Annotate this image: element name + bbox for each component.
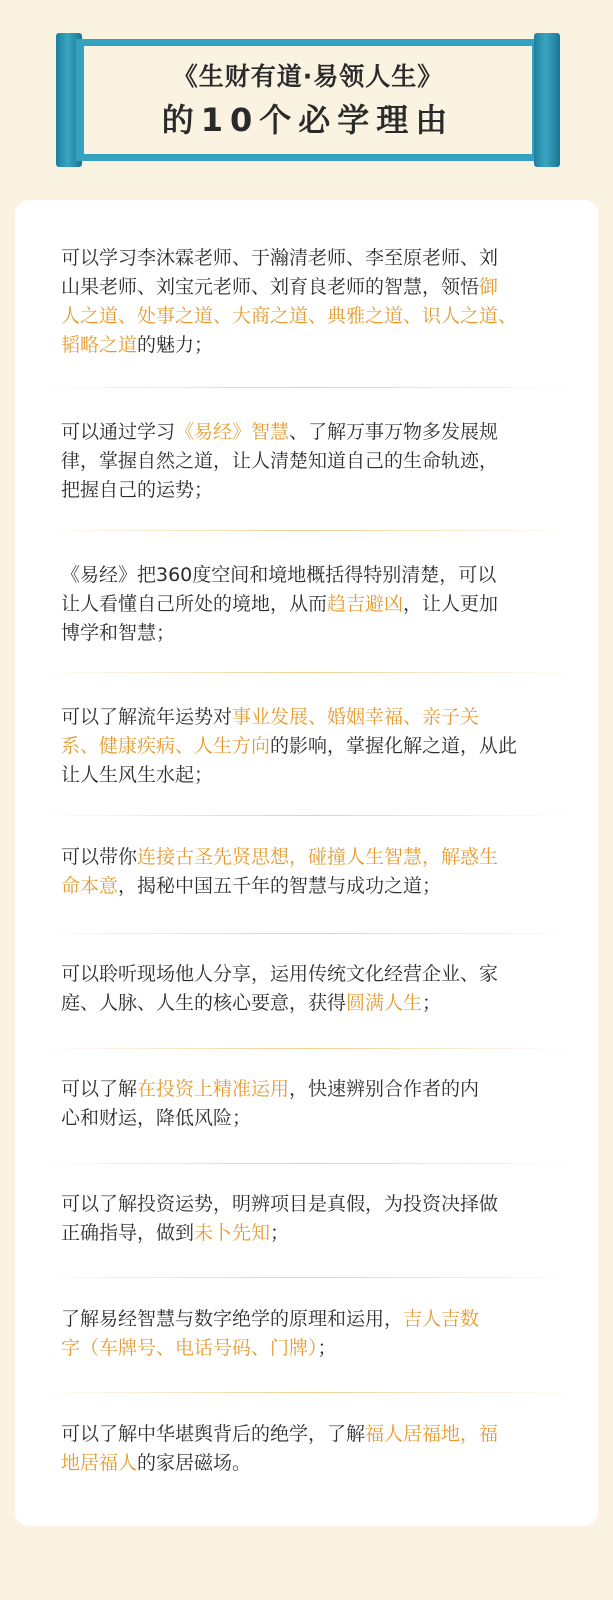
body-text: ； (270, 1222, 290, 1244)
body-text: 的家居磁场。 (137, 1452, 252, 1474)
reason-line (61, 989, 555, 1018)
reason-line (61, 331, 555, 360)
body-text: 可以学习李沐霖老师、于瀚清老师、李至原老师、刘 (61, 247, 499, 269)
reason-item-8 (61, 1190, 555, 1248)
item-divider (35, 1392, 578, 1393)
body-text: 《易经》把360度空间和境地概括得特别清楚，可以 (61, 564, 497, 586)
highlight-text: 人之道、处事之道、大商之道、典雅之道、识人之道、 (61, 305, 518, 327)
reason-item-7 (61, 1075, 555, 1133)
item-divider (35, 1163, 578, 1164)
reason-item-5 (61, 843, 555, 901)
reason-line (61, 1449, 555, 1478)
body-text: 可以了解中华堪舆背后的绝学，了解 (61, 1423, 366, 1445)
reason-item-9 (61, 1305, 555, 1363)
body-text: ，让人更加 (403, 593, 499, 615)
reason-line (61, 302, 555, 331)
reason-item-1 (61, 244, 555, 360)
item-divider (35, 530, 578, 531)
scroll-roll-right (534, 33, 560, 167)
reason-line (61, 1334, 555, 1363)
highlight-text: 趋吉避凶 (327, 593, 404, 615)
reason-line (61, 418, 555, 447)
highlight-text: 系、健康疾病、人生方向 (61, 735, 271, 757)
body-text: 山果老师、刘宝元老师、刘育良老师的智慧，领悟 (61, 276, 480, 298)
reason-line (61, 244, 555, 273)
body-text: 的魅力； (137, 334, 214, 356)
highlight-text: 字（车牌号、电话号码、门牌） (61, 1337, 318, 1359)
reason-line (61, 732, 555, 761)
reason-line (61, 1219, 555, 1248)
body-text: 让人生风生水起； (61, 764, 214, 786)
reason-item-10 (61, 1420, 555, 1478)
reason-item-2 (61, 418, 555, 505)
body-text: ； (422, 992, 442, 1014)
body-text: ； (317, 1337, 337, 1359)
body-text: 了解易经智慧与数字绝学的原理和运用， (61, 1308, 404, 1330)
reason-line (61, 761, 555, 790)
reason-item-6 (61, 960, 555, 1018)
body-text: 博学和智慧； (61, 622, 176, 644)
body-text: 让人看懂自己所处的境地，从而 (61, 593, 328, 615)
highlight-text: 命本意 (61, 875, 119, 897)
body-text: 、了解万事万物多发展规 (289, 421, 499, 443)
body-text: 可以通过学习 (61, 421, 176, 443)
reason-line (61, 1190, 555, 1219)
highlight-text: 韬略之道 (61, 334, 138, 356)
reason-line (61, 703, 555, 732)
reasons-card (15, 200, 598, 1526)
reason-line (61, 1305, 555, 1334)
body-text: 可以带你 (61, 846, 138, 868)
highlight-text: 圆满人生 (346, 992, 423, 1014)
reason-line (61, 273, 555, 302)
item-divider (35, 1277, 578, 1278)
body-text: 可以了解 (61, 1078, 138, 1100)
reason-line (61, 619, 555, 648)
reason-line (61, 872, 555, 901)
highlight-text: 地居福人 (61, 1452, 138, 1474)
reason-line (61, 1104, 555, 1133)
banner-inner (84, 46, 532, 154)
reason-line (61, 447, 555, 476)
body-text: 的影响，掌握化解之道，从此 (270, 735, 518, 757)
highlight-text: 连接古圣先贤思想，碰撞人生智慧，解惑生 (137, 846, 499, 868)
highlight-text: 未卜先知 (194, 1222, 271, 1244)
body-text: ，快速辨别合作者的内 (289, 1078, 480, 1100)
reason-line (61, 476, 555, 505)
body-text: 可以了解投资运势，明辨项目是真假，为投资决择做 (61, 1193, 499, 1215)
body-text: 律，掌握自然之道，让人清楚知道自己的生命轨迹， (61, 450, 499, 472)
highlight-text: 御 (479, 276, 499, 298)
item-divider (35, 387, 578, 388)
reason-line (61, 960, 555, 989)
item-divider (35, 672, 578, 673)
title-banner (56, 33, 560, 167)
highlight-text: 《易经》智慧 (175, 421, 290, 443)
reason-line (61, 561, 555, 590)
body-text: 庭、人脉、人生的核心要意，获得 (61, 992, 347, 1014)
item-divider (35, 1048, 578, 1049)
highlight-text: 福人居福地，福 (365, 1423, 499, 1445)
body-text: 可以了解流年运势对 (61, 706, 233, 728)
reason-item-4 (61, 703, 555, 790)
banner-title-line2: 的10个必学理由 (161, 101, 455, 139)
item-divider (35, 815, 578, 816)
banner-frame (76, 39, 540, 161)
banner-title-line1: 《生财有道·易领人生》 (172, 62, 444, 91)
highlight-text: 吉人吉数 (403, 1308, 480, 1330)
reason-line (61, 1420, 555, 1449)
body-text: 正确指导，做到 (61, 1222, 195, 1244)
item-divider (35, 933, 578, 934)
highlight-text: 事业发展、婚姻幸福、亲子关 (232, 706, 480, 728)
reason-line (61, 590, 555, 619)
reason-item-3 (61, 561, 555, 648)
reason-line (61, 843, 555, 872)
highlight-text: 在投资上精准运用 (137, 1078, 290, 1100)
body-text: ，揭秘中国五千年的智慧与成功之道； (118, 875, 442, 897)
body-text: 心和财运，降低风险； (61, 1107, 252, 1129)
reason-line (61, 1075, 555, 1104)
body-text: 把握自己的运势； (61, 479, 214, 501)
body-text: 可以聆听现场他人分享，运用传统文化经营企业、家 (61, 963, 499, 985)
